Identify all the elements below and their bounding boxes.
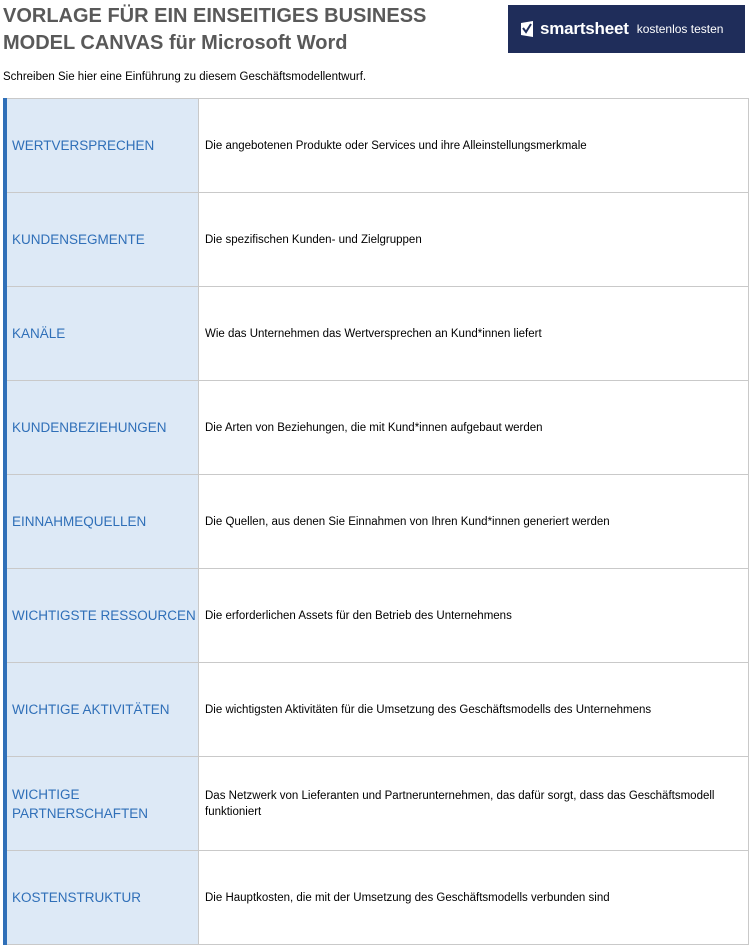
canvas-row (5, 757, 749, 851)
canvas-row (5, 663, 749, 757)
intro-text[interactable]: Schreiben Sie hier eine Einführung zu diesem Geschäftsmodellentwurf. (3, 71, 367, 83)
trial-link-text: kostenlos testen (636, 22, 724, 36)
row-description[interactable]: Die spezifischen Kunden- und Zielgruppen (199, 193, 749, 287)
canvas-row (5, 851, 749, 945)
brand-name: smartsheet (540, 19, 629, 38)
canvas-row (5, 475, 749, 569)
row-label: KOSTENSTRUKTUR (5, 851, 199, 945)
page-title: VORLAGE FÜR EIN EINSEITIGES BUSINESS MODEL CANVAS für Microsoft Word (3, 5, 427, 54)
row-description[interactable]: Die wichtigsten Aktivitäten für die Umsetzung des Geschäftsmodells des Unternehmens (199, 663, 749, 757)
smartsheet-trial-banner[interactable] (508, 5, 745, 53)
row-label: WICHTIGE AKTIVITÄTEN (5, 663, 199, 757)
canvas-row (5, 569, 749, 663)
canvas-row (5, 99, 749, 193)
smartsheet-logo-icon (520, 21, 534, 37)
row-description[interactable]: Die Hauptkosten, die mit der Umsetzung des Geschäftsmodells verbunden sind (199, 851, 749, 945)
row-label: WICHTIGSTE RESSOURCEN (5, 569, 199, 663)
canvas-row (5, 287, 749, 381)
row-description[interactable]: Die Arten von Beziehungen, die mit Kund*innen aufgebaut werden (199, 381, 749, 475)
row-label: KUNDENBEZIEHUNGEN (5, 381, 199, 475)
row-description[interactable]: Die angebotenen Produkte oder Services und ihre Alleinstellungsmerkmale (199, 99, 749, 193)
canvas-row (5, 193, 749, 287)
business-model-canvas-table (3, 98, 749, 945)
row-description[interactable]: Wie das Unternehmen das Wertversprechen an Kund*innen liefert (199, 287, 749, 381)
row-description[interactable]: Das Netzwerk von Lieferanten und Partnerunternehmen, das dafür sorgt, dass das Geschäftsmodell funktioniert (199, 757, 749, 851)
row-label: KUNDENSEGMENTE (5, 193, 199, 287)
row-label: EINNAHMEQUELLEN (5, 475, 199, 569)
row-description[interactable]: Die erforderlichen Assets für den Betrieb des Unternehmens (199, 569, 749, 663)
canvas-row (5, 381, 749, 475)
row-label: WICHTIGE PARTNERSCHAFTEN (5, 757, 199, 851)
row-label: WERTVERSPRECHEN (5, 99, 199, 193)
row-description[interactable]: Die Quellen, aus denen Sie Einnahmen von Ihren Kund*innen generiert werden (199, 475, 749, 569)
row-label: KANÄLE (5, 287, 199, 381)
